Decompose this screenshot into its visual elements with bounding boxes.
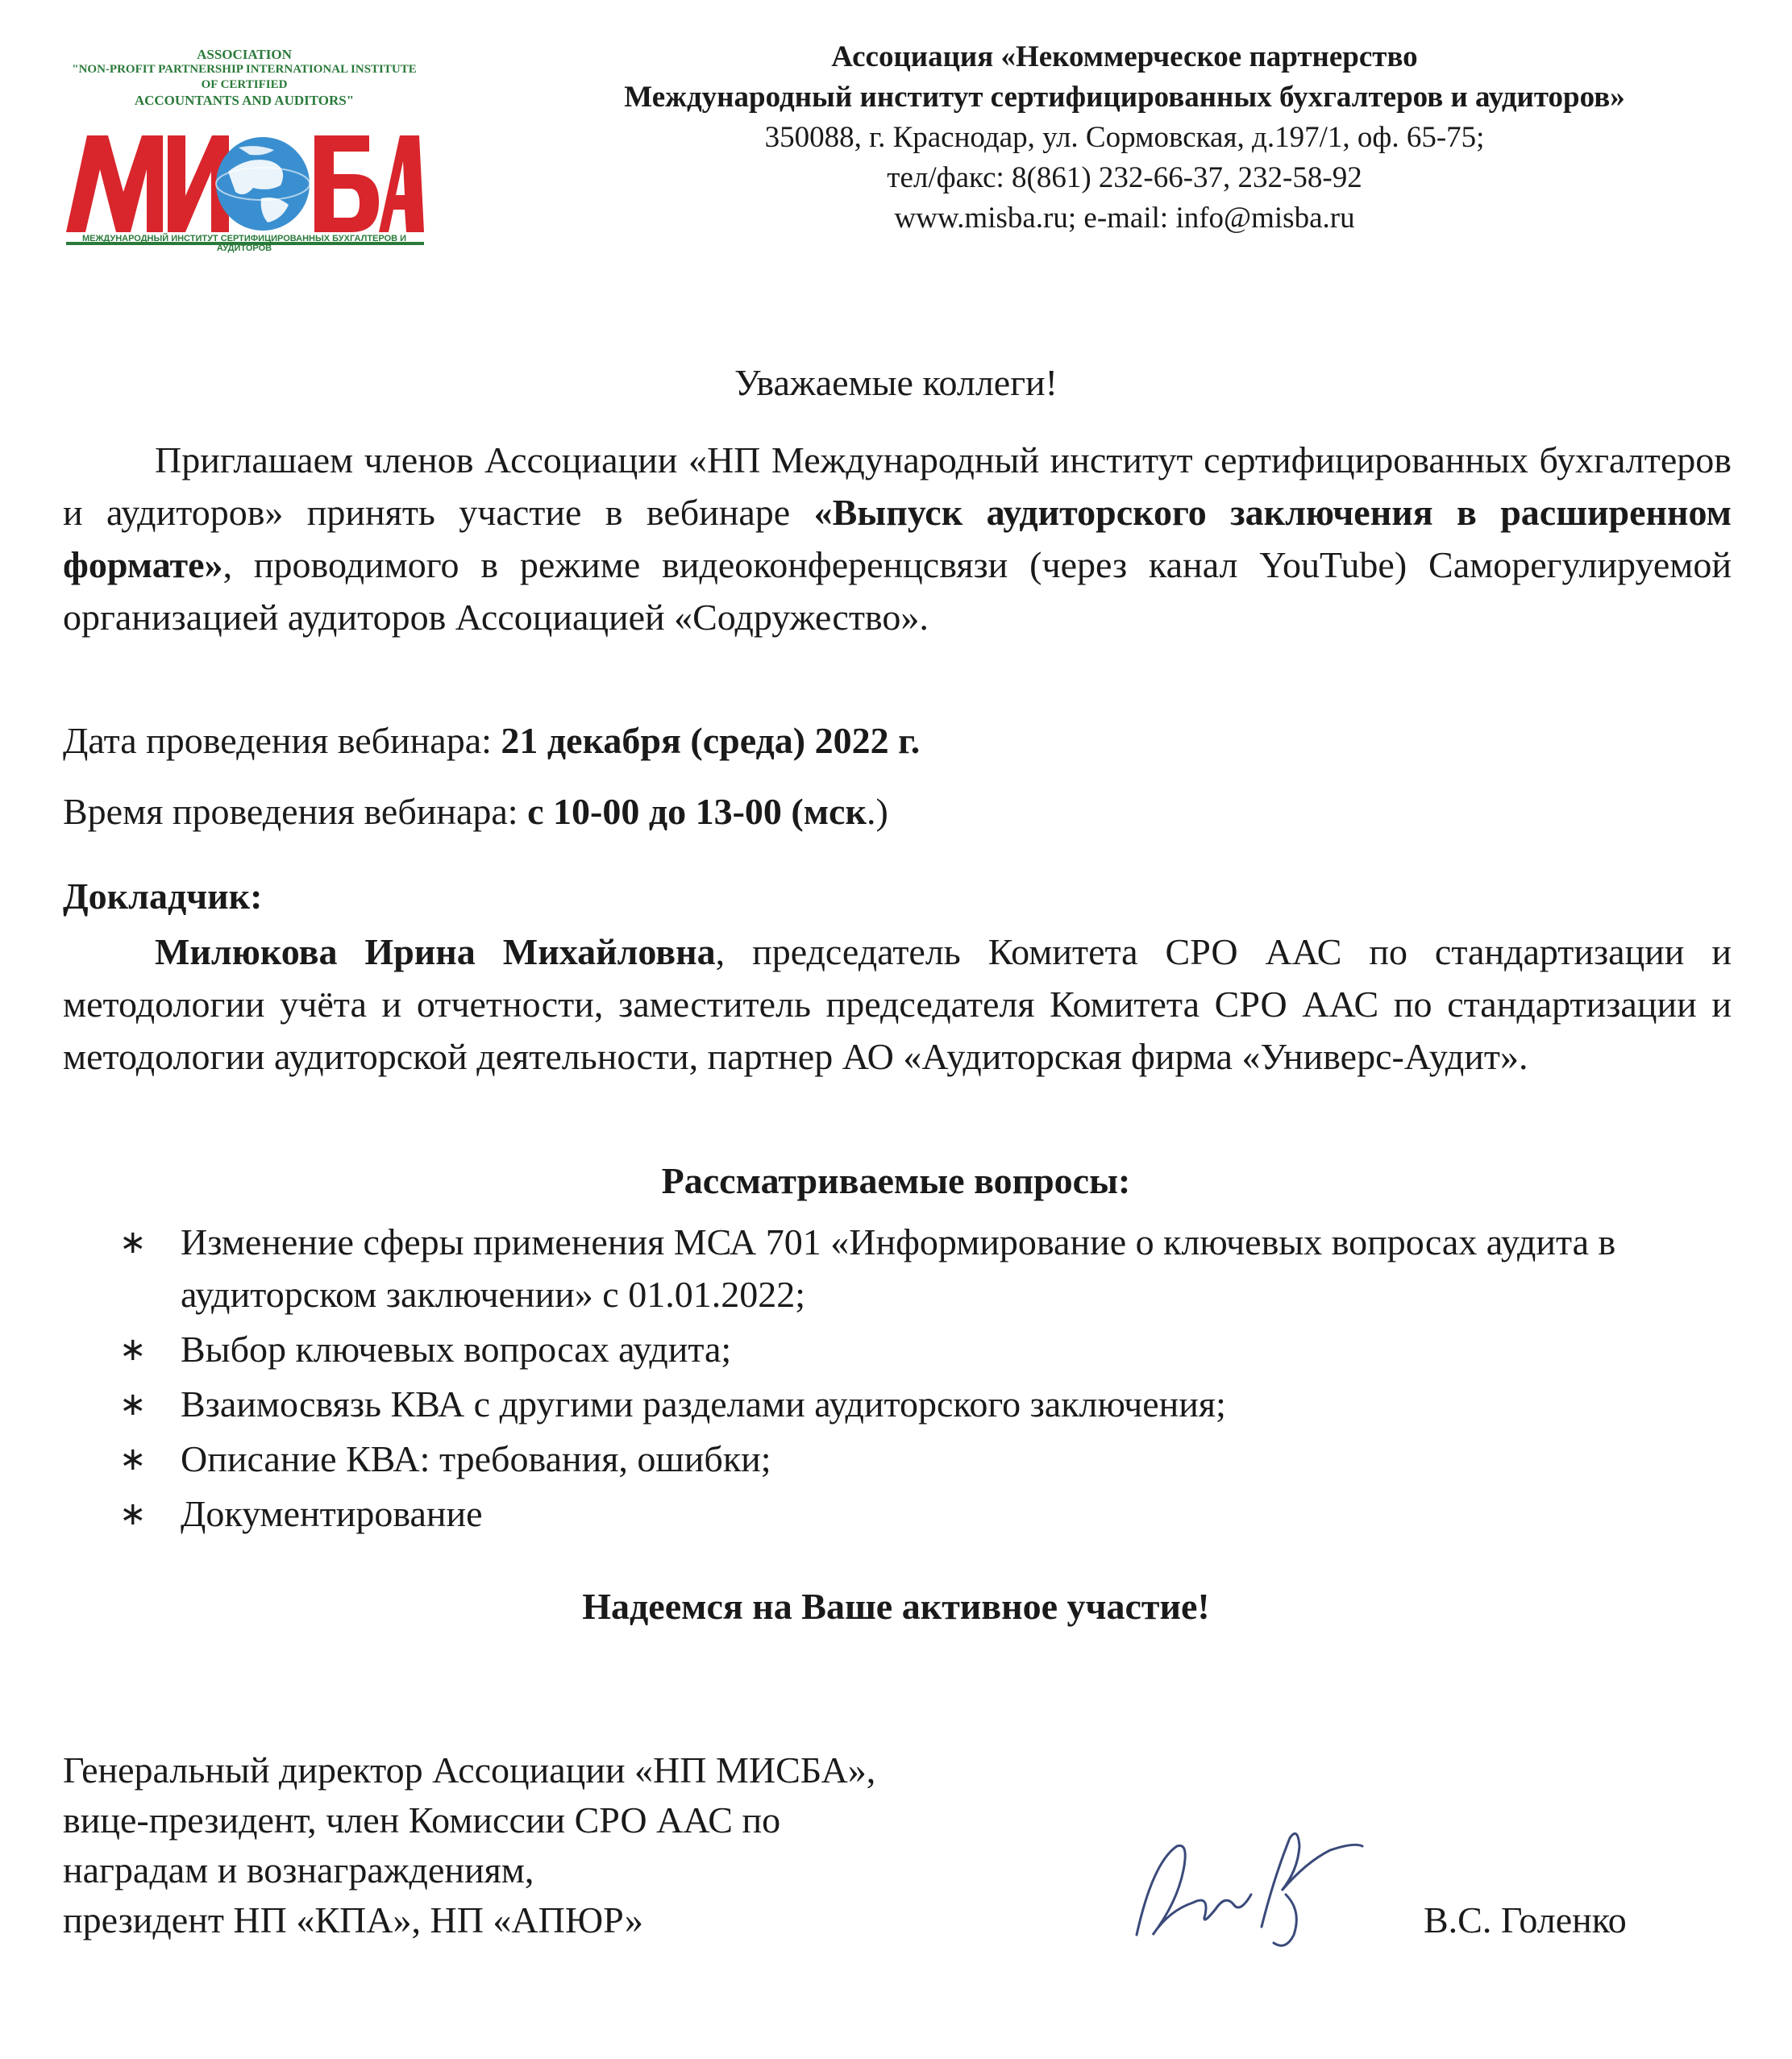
webinar-time [63,790,888,833]
webinar-date [63,719,920,762]
list-item [119,1378,1732,1430]
letterhead-address: 350088, г. Краснодар, ул. Сормовская, д.197/1, оф. 65-75; [764,121,1485,154]
letterhead-phone: тел/факс: 8(861) 232-66-37, 232-58-92 [887,161,1362,194]
handwritten-signature [1121,1814,1378,1959]
webinar-title: «Выпуск аудиторского заключения в расширенном формате» [63,492,1732,585]
signatory-title-1: Генеральный директор Ассоциации «НП МИСБА», [63,1749,876,1791]
question-text: Изменение сферы применения МСА 701 «Информирование о ключевых вопросах аудита в аудиторском заключении» с 01.01.2022; [181,1221,1616,1315]
logo-english-caption [63,47,426,108]
logo-caption-line-1: ASSOCIATION [197,47,292,62]
bullet-icon: ∗ [119,1331,147,1367]
greeting: Уважаемые коллеги! [734,362,1058,403]
speaker-label: Докладчик: [63,876,263,917]
speaker-paragraph [63,926,1732,1083]
list-item [119,1323,1732,1375]
signer-name: В.С. Голенко [1424,1899,1627,1940]
question-text: Документирование [181,1493,483,1534]
list-item [119,1433,1732,1485]
logo-russian-caption: МЕЖДУНАРОДНЫЙ ИНСТИТУТ СЕРТИФИЦИРОВАННЫХ БУХГАЛТЕРОВ И АУДИТОРОВ [81,234,407,253]
speaker-description: , председатель Комитета СРО ААС по стандартизации и методологии учёта и отчетности, заместитель председателя Комитета СРО ААС по стандартизации и методологии аудиторской деятельности, партнер АО «Аудиторская фирма «Универс-Аудит». [63,931,1732,1077]
letterhead-line-2: Международный институт сертифицированных бухгалтеров и аудиторов» [624,81,1625,114]
logo-caption-line-2: "NON-PROFIT PARTNERSHIP INTERNATIONAL INSTITUTE OF CERTIFIED [72,63,417,91]
speaker-name: Милюкова Ирина Михайловна [155,931,716,972]
letterhead [468,37,1782,239]
question-text: Описание КВА: требования, ошибки; [181,1438,771,1479]
bullet-icon: ∗ [119,1495,147,1532]
invitation-paragraph [63,434,1732,643]
date-label: Дата проведения вебинара: [63,720,501,761]
bullet-icon: ∗ [119,1224,147,1260]
signatory-title-2: вице-президент, член Комиссии СРО ААС по [63,1799,781,1841]
bullet-icon: ∗ [119,1386,147,1422]
time-value: с 10-00 до 13-00 (мск [527,791,867,832]
questions-title: Рассматриваемые вопросы: [661,1160,1131,1201]
letterhead-web: www.misba.ru; e-mail: info@misba.ru [894,202,1355,235]
time-suffix: .) [866,791,888,832]
list-item [119,1216,1732,1321]
date-value: 21 декабря (среда) 2022 г. [501,720,921,761]
signatory-block [63,1745,875,1945]
question-text: Взаимосвязь КВА с другими разделами аудиторского заключения; [181,1383,1226,1425]
bullet-icon: ∗ [119,1441,147,1477]
question-text: Выбор ключевых вопросах аудита; [181,1329,732,1370]
invitation-text-1: Приглашаем членов Ассоциации «НП Международный институт сертифицированных бухгалтеров и аудиторов» принять участие в вебинаре [63,439,1732,533]
signatory-title-3: наградам и вознаграждениям, [63,1849,534,1891]
questions-list [119,1216,1732,1542]
signatory-title-4: президент НП «КПА», НП «АПЮР» [63,1899,643,1940]
list-item [119,1487,1732,1540]
time-label: Время проведения вебинара: [63,791,528,832]
logo-caption-line-3: ACCOUNTANTS AND AUDITORS" [134,93,355,108]
invitation-text-2: , проводимого в режиме видеоконференцсвязи (через канал YouTube) Саморегулируемой организацией аудиторов Ассоциацией «Содружество». [63,544,1732,638]
letterhead-line-1: Ассоциация «Некоммерческое партнерство [831,40,1418,73]
misba-logo [63,47,426,256]
closing-line: Надеемся на Ваше активное участие! [582,1586,1210,1627]
